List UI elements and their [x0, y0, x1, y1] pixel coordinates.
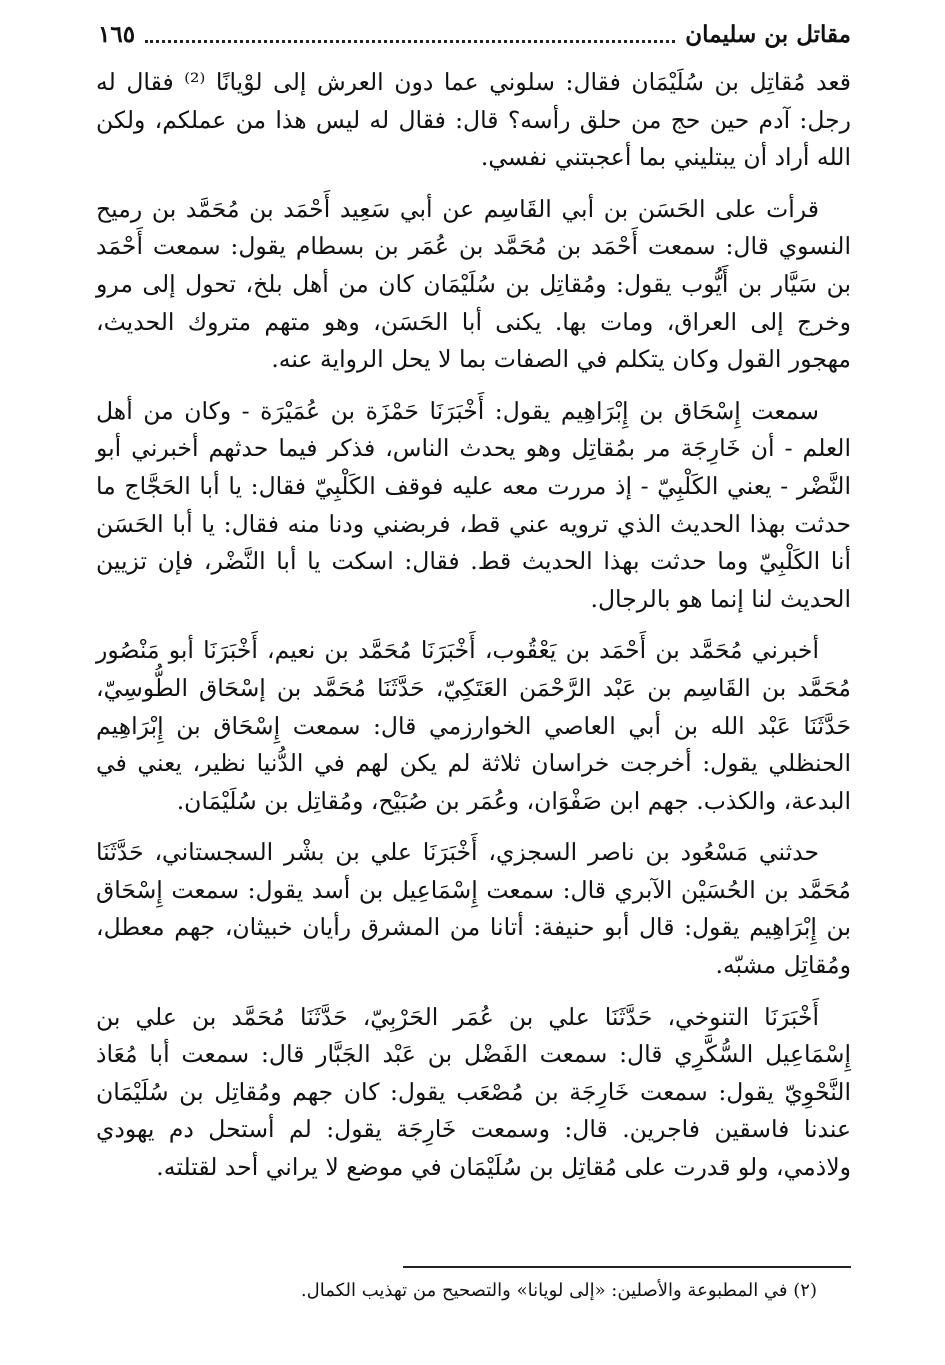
running-title: مقاتل بن سليمان	[685, 20, 851, 48]
header-dot-leader	[145, 26, 675, 43]
footnote: (٢) في المطبوعة والأصلين: «إلى لويانا» والتصحيح من تهذيب الكمال.	[300, 1280, 817, 1301]
main-text	[96, 64, 851, 1201]
paragraph: قعد مُقاتِل بن سُلَيْمَان فقال: سلوني عما دون العرش إلى لوْيانًا ⁽²⁾ فقال له رجل: آدم حين حج من حلق رأسه؟ قال: فقال له ليس هذا من عملكم، ولكن الله أراد أن يبتليني بما أعجبتني نفسي.	[96, 68, 851, 172]
page-number: ١٦٥	[98, 20, 136, 48]
running-header	[98, 16, 851, 52]
paragraph: سمعت إِسْحَاق بن إِبْرَاهِيم يقول: أَخْبَرَنَا حَمْزَة بن عُمَيْرَة - وكان من أهل العلم - أن خَارِجَة مر بمُقاتِل وهو يحدث الناس، فذكر فيما حدثهم أخبرني أبو النَّضْر - يعني الكَلْبِيّ - إذ مررت معه عليه فوقف الكَلْبِيّ فقال: يا أبا الحَجَّاج ما حدثت بهذا الحديث الذي ترويه عني قط، فربضني ودنا منه فقال: يا أبا الحَسَن أنا الكَلْبِيّ وما حدثت بهذا الحديث قط. فقال: اسكت يا أبا النَّضْر، فإن تزيين الحديث لنا إنما هو بالرجال.	[96, 396, 851, 613]
paragraph: أخبرني مُحَمَّد بن أَحْمَد بن يَعْقُوب، أَخْبَرَنَا مُحَمَّد بن نعيم، أَخْبَرَنَا أبو مَنْصُور مُحَمَّد بن القَاسِم بن عَبْد الرَّحْمَن العَتَكِيّ، حَدَّثَنَا مُحَمَّد بن إسْحَاق الطُّوسِيّ، حَدَّثَنَا عَبْد الله بن أبي العاصي الخوارزمي قال: سمعت إِسْحَاق بن إِبْرَاهِيم الحنظلي يقول: أخرجت خراسان ثلاثة لم يكن لهم في الدُّنيا نظير، يعني في البدعة، والكذب. جهم ابن صَفْوَان، وعُمَر بن صُبَيْح، ومُقاتِل بن سُلَيْمَان.	[96, 636, 851, 815]
paragraph: حدثني مَسْعُود بن ناصر السجزي، أَخْبَرَنَا علي بن بشْر السجستاني، حَدَّثَنَا مُحَمَّد بن الحُسَيْن الآبري قال: سمعت إِسْمَاعِيل بن أسد يقول: سمعت إِسْحَاق بن إِبْرَاهِيم يقول: قال أبو حنيفة: أتانا من المشرق رأيان خبيثان، جهم معطل، ومُقاتِل مشبّه.	[96, 838, 851, 980]
footnote-separator	[403, 1266, 851, 1268]
paragraph: قرأت على الحَسَن بن أبي القَاسِم عن أبي سَعِيد أَحْمَد بن مُحَمَّد بن رميح النسوي قال: سمعت أَحْمَد بن مُحَمَّد بن عُمَر بن بسطام يقول: سمعت أَحْمَد بن سَيَّار بن أَيُّوب يقول: ومُقاتِل بن سُلَيْمَان كان من أهل بلخ، تحول إلى مرو وخرج إلى العراق، ومات بها. يكنى أبا الحَسَن، وهو متهم متروك الحديث، مهجور القول وكان يتكلم في الصفات بما لا يحل الرواية عنه.	[96, 194, 851, 374]
paragraph: أَخْبَرَنَا التنوخي، حَدَّثَنَا علي بن عُمَر الحَرْبِيّ، حَدَّثَنَا مُحَمَّد بن علي بن إِسْمَاعِيل السُّكَّرِي قال: سمعت الفَضْل بن عَبْد الجَبَّار قال: سمعت أبا مُعَاذ النَّحْوِيّ يقول: سمعت خَارِجَة بن مُصْعَب يقول: كان جهم ومُقاتِل بن سُلَيْمَان عندنا فاسقين فاجرين. قال: وسمعت خَارِجَة يقول: لم أستحل دم يهودي ولاذمي، ولو قدرت على مُقاتِل بن سُلَيْمَان في موضع لا يراني أحد لقتلته.	[96, 1002, 851, 1182]
